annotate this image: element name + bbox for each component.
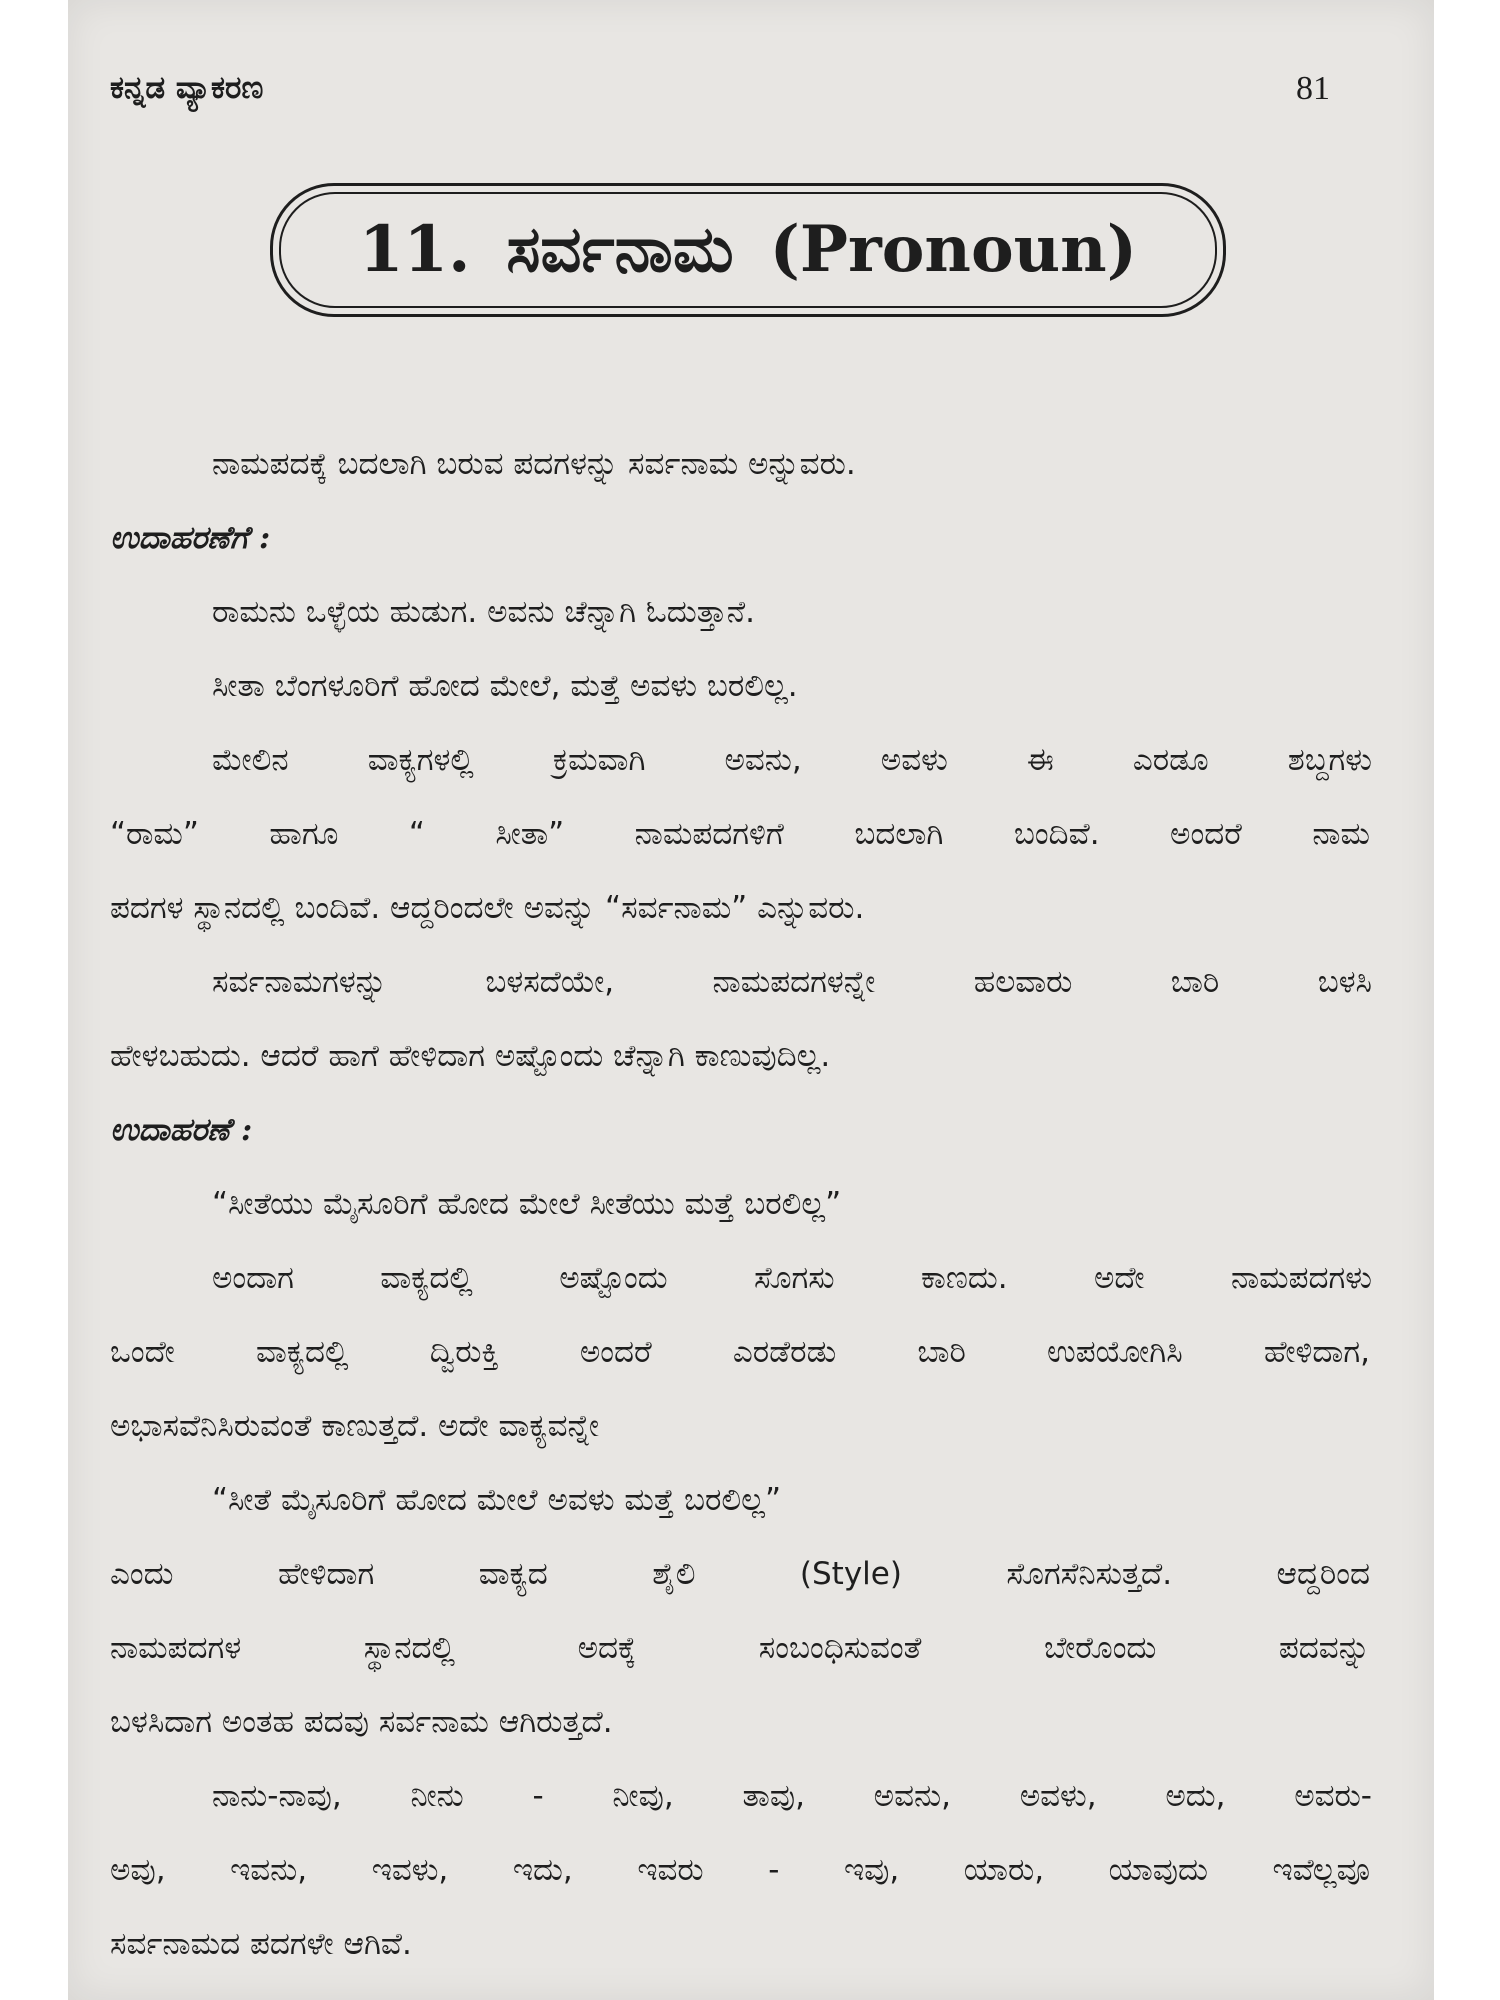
paragraph-line: ಅಭಾಸವೆನಿಸಿರುವಂತೆ ಕಾಣುತ್ತದೆ. ಅದೇ ವಾಕ್ಯವನ್ನೇ	[110, 1408, 600, 1444]
chapter-title-english: (Pronoun)	[769, 212, 1137, 287]
chapter-number: 11.	[359, 212, 471, 287]
example-label: ಉದಾಹರಣೆ :	[110, 1112, 253, 1148]
paragraph-line: ಪದಗಳ ಸ್ಥಾನದಲ್ಲಿ ಬಂದಿವೆ. ಆದ್ದರಿಂದಲೇ ಅವನ್ನು “ಸರ್ವನಾಮ” ಎನ್ನುವರು.	[110, 890, 865, 926]
paragraph-line: ಎಂದು ಹೇಳಿದಾಗ ವಾಕ್ಯದ ಶೈಲಿ (Style) ಸೊಗಸೆನಿಸುತ್ತದೆ. ಆದ್ದರಿಂದ	[110, 1556, 1370, 1592]
quoted-example: “ಸೀತೆ ಮೈಸೂರಿಗೆ ಹೋದ ಮೇಲೆ ಅವಳು ಮತ್ತೆ ಬರಲಿಲ್ಲ”	[212, 1482, 782, 1518]
paragraph-line: ಒಂದೇ ವಾಕ್ಯದಲ್ಲಿ ದ್ವಿರುಕ್ತಿ ಅಂದರೆ ಎರಡೆರಡು ಬಾರಿ ಉಪಯೋಗಿಸಿ ಹೇಳಿದಾಗ,	[110, 1334, 1370, 1370]
paragraph-line: ಸರ್ವನಾಮಗಳನ್ನು ಬಳಸದೆಯೇ, ನಾಮಪದಗಳನ್ನೇ ಹಲವಾರು ಬಾರಿ ಬಳಸಿ	[212, 964, 1372, 1000]
running-head: ಕನ್ನಡ ವ್ಯಾಕರಣ	[110, 70, 264, 106]
example-label: ಉದಾಹರಣೆಗೆ :	[110, 520, 271, 556]
quoted-example: “ಸೀತೆಯು ಮೈಸೂರಿಗೆ ಹೋದ ಮೇಲೆ ಸೀತೆಯು ಮತ್ತೆ ಬರಲಿಲ್ಲ”	[212, 1186, 842, 1222]
chapter-title	[273, 212, 1223, 287]
pronoun-list-line: ಅವು, ಇವನು, ಇವಳು, ಇದು, ಇವರು - ಇವು, ಯಾರು, ಯಾವುದು ಇವೆಲ್ಲವೂ	[110, 1852, 1370, 1888]
page-number: 81	[1296, 70, 1330, 107]
example-sentence: ರಾಮನು ಒಳ್ಳೆಯ ಹುಡುಗ. ಅವನು ಚೆನ್ನಾಗಿ ಓದುತ್ತಾನೆ.	[212, 594, 756, 630]
paragraph-line: “ರಾಮ” ಹಾಗೂ “ ಸೀತಾ” ನಾಮಪದಗಳಿಗೆ ಬದಲಾಗಿ ಬಂದಿವೆ. ಅಂದರೆ ನಾಮ	[110, 816, 1370, 852]
chapter-title-kannada: ಸರ್ವನಾಮ	[506, 212, 734, 287]
pronoun-list-line: ನಾನು-ನಾವು, ನೀನು - ನೀವು, ತಾವು, ಅವನು, ಅವಳು, ಅದು, ಅವರು-	[212, 1778, 1372, 1814]
pronoun-list-line: ಸರ್ವನಾಮದ ಪದಗಳೇ ಆಗಿವೆ.	[110, 1926, 412, 1962]
example-sentence: ಸೀತಾ ಬೆಂಗಳೂರಿಗೆ ಹೋದ ಮೇಲೆ, ಮತ್ತೆ ಅವಳು ಬರಲಿಲ್ಲ.	[212, 668, 798, 704]
definition-line: ನಾಮಪದಕ್ಕೆ ಬದಲಾಗಿ ಬರುವ ಪದಗಳನ್ನು ಸರ್ವನಾಮ ಅನ್ನುವರು.	[212, 446, 856, 482]
chapter-title-box	[270, 183, 1226, 317]
paragraph-line: ಬಳಸಿದಾಗ ಅಂತಹ ಪದವು ಸರ್ವನಾಮ ಆಗಿರುತ್ತದೆ.	[110, 1704, 613, 1740]
paragraph-line: ಮೇಲಿನ ವಾಕ್ಯಗಳಲ್ಲಿ ಕ್ರಮವಾಗಿ ಅವನು, ಅವಳು ಈ ಎರಡೂ ಶಬ್ದಗಳು	[212, 742, 1372, 778]
paragraph-line: ಅಂದಾಗ ವಾಕ್ಯದಲ್ಲಿ ಅಷ್ಟೊಂದು ಸೊಗಸು ಕಾಣದು. ಅದೇ ನಾಮಪದಗಳು	[212, 1260, 1372, 1296]
paragraph-line: ನಾಮಪದಗಳ ಸ್ಥಾನದಲ್ಲಿ ಅದಕ್ಕೆ ಸಂಬಂಧಿಸುವಂತೆ ಬೇರೊಂದು ಪದವನ್ನು	[110, 1630, 1370, 1666]
paragraph-line: ಹೇಳಬಹುದು. ಆದರೆ ಹಾಗೆ ಹೇಳಿದಾಗ ಅಷ್ಟೊಂದು ಚೆನ್ನಾಗಿ ಕಾಣುವುದಿಲ್ಲ.	[110, 1038, 831, 1074]
